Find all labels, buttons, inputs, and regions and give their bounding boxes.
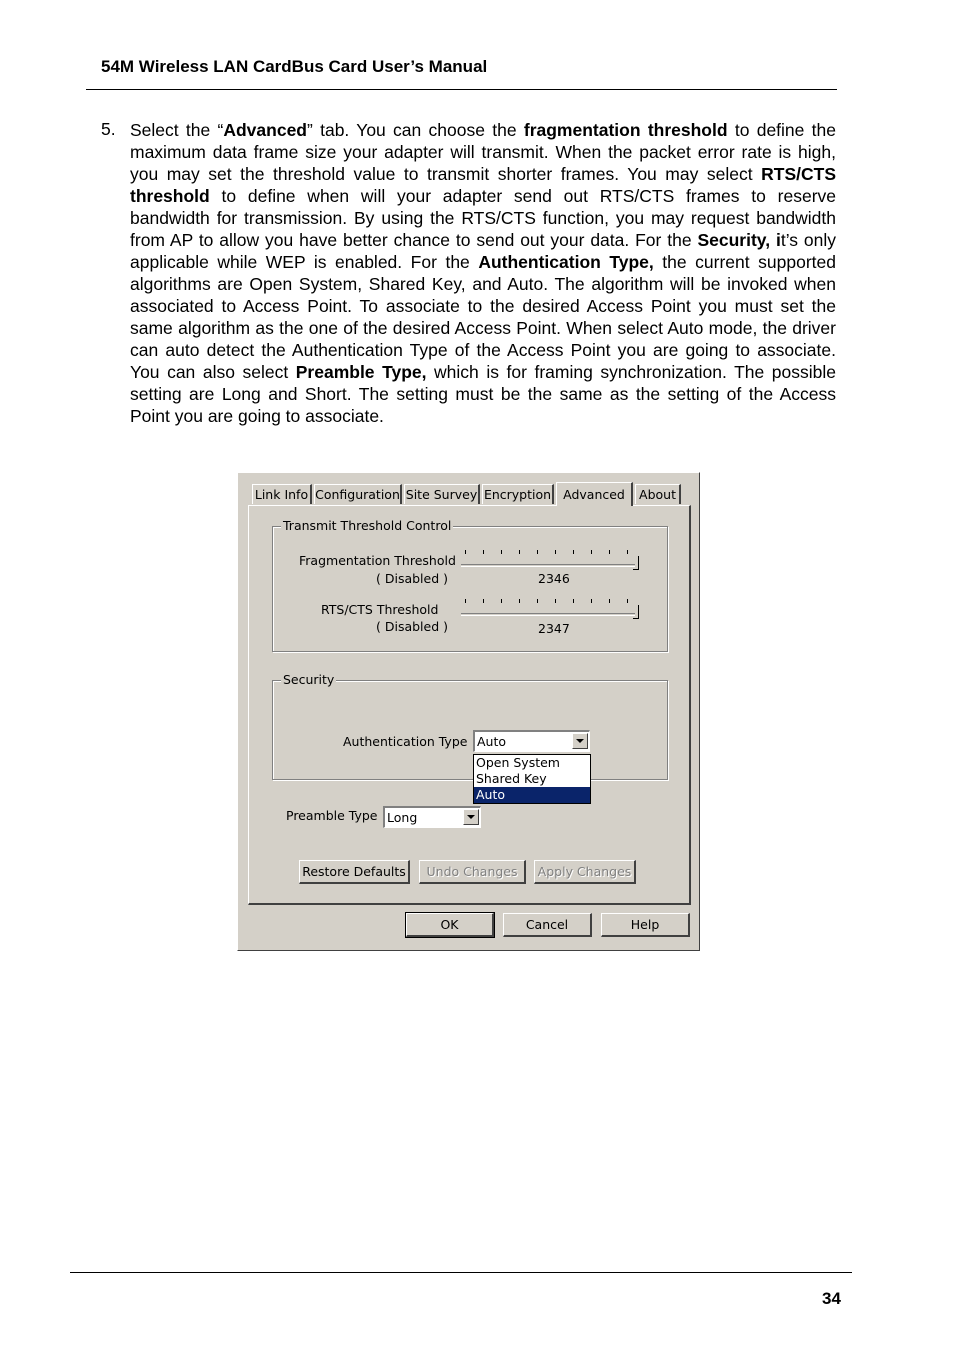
header-title: 54M Wireless LAN CardBus Card User’s Manual — [101, 57, 488, 76]
frag-threshold-label: Fragmentation Threshold — [299, 553, 456, 568]
apply-changes-button[interactable]: Apply Changes — [534, 860, 636, 884]
transmit-threshold-group — [272, 518, 668, 652]
restore-defaults-button[interactable]: Restore Defaults — [299, 860, 410, 884]
rts-threshold-value: 2347 — [538, 621, 570, 636]
auth-type-select[interactable] — [473, 730, 590, 752]
step-number: 5. — [101, 119, 116, 139]
advanced-dialog — [237, 472, 700, 951]
frag-threshold-status: ( Disabled ) — [376, 571, 449, 586]
step-paragraph — [130, 119, 836, 427]
rts-threshold-slider[interactable] — [461, 599, 643, 623]
preamble-type-label: Preamble Type — [286, 808, 378, 823]
slider-thumb[interactable] — [633, 556, 639, 570]
text-run: which is for framing synchronization. The possible setting are Long and Short. The setting must be the same as the setting of the Access Point you are going to associate. — [130, 362, 836, 426]
page-number: 34 — [822, 1289, 841, 1308]
auth-type-value: Auto — [477, 734, 507, 749]
tab-link-info[interactable]: Link Info — [252, 484, 312, 504]
auth-option-auto[interactable]: Auto — [474, 787, 590, 803]
text-run: to define when will your adapter send out RTS/CTS frames to reserve bandwidth for transmission. By using the RTS/CTS function, you may request bandwidth from AP to allow you have better chance to send out your data. For the — [130, 186, 836, 250]
auth-type-label: Authentication Type — [343, 734, 468, 749]
undo-changes-button[interactable]: Undo Changes — [419, 860, 526, 884]
security-group-label: Security — [283, 672, 335, 687]
preamble-type-select[interactable] — [383, 806, 481, 828]
rts-threshold-label: RTS/CTS Threshold — [321, 602, 439, 617]
text-run: t’s only applicable while WEP is enabled. For the — [130, 230, 836, 272]
tab-panel — [248, 505, 691, 905]
cancel-button[interactable]: Cancel — [503, 913, 592, 937]
auth-type-dropdown — [473, 754, 591, 804]
tab-configuration[interactable]: Configuration — [314, 484, 402, 504]
chevron-down-icon[interactable] — [572, 733, 588, 749]
ok-button[interactable]: OK — [406, 913, 494, 937]
auth-option-open-system[interactable]: Open System — [476, 755, 560, 770]
tab-encryption[interactable]: Encryption — [482, 484, 554, 504]
security-group — [272, 672, 668, 780]
chevron-down-icon[interactable] — [463, 809, 479, 825]
bold-rts: RTS/CTS threshold — [130, 164, 836, 206]
tab-about[interactable]: About — [635, 484, 681, 504]
bold-auth: Authentication Type, — [478, 252, 654, 272]
footer-rule — [70, 1272, 852, 1273]
help-button[interactable]: Help — [601, 913, 690, 937]
preamble-type-value: Long — [387, 810, 418, 825]
text-run: Select the “ — [130, 120, 224, 140]
text-run: ” tab. You can choose the — [307, 120, 524, 140]
bold-preamble: Preamble Type, — [295, 362, 427, 382]
tab-site-survey[interactable]: Site Survey — [404, 484, 480, 504]
header-rule — [86, 89, 837, 90]
rts-threshold-status: ( Disabled ) — [376, 619, 449, 634]
frag-threshold-value: 2346 — [538, 571, 570, 586]
text-run: to define the maximum data frame size your adapter will transmit. When the packet error rate is high, you may set the threshold value to transmit shorter frames. You may select — [130, 120, 836, 184]
tab-advanced[interactable]: Advanced — [556, 482, 633, 506]
slider-thumb[interactable] — [633, 605, 639, 619]
transmit-threshold-label: Transmit Threshold Control — [283, 518, 452, 533]
bold-advanced: Advanced — [223, 120, 307, 140]
bold-security: Security, i — [697, 230, 781, 250]
text-run: the current supported algorithms are Open System, Shared Key, and Auto. The algorithm will be invoked when associated to Access Point. To associate to the desired Access Point you must set the same algorithm as the one of the desired Access Point. When select Auto mode, the driver can auto detect the Authentication Type of the Access Point you are going to associate. You can also select — [130, 252, 836, 382]
auth-option-shared-key[interactable]: Shared Key — [476, 771, 547, 786]
bold-fragmentation: fragmentation threshold — [523, 120, 728, 140]
